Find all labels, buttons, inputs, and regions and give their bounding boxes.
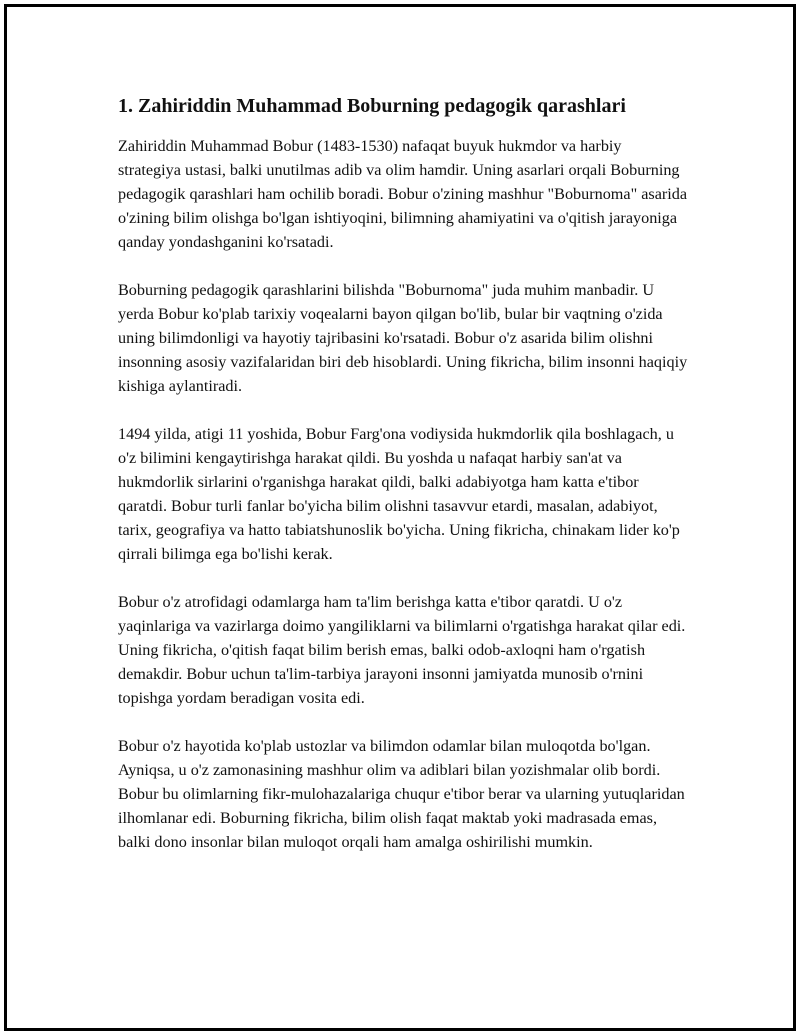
paragraph-5: Bobur o'z hayotida ko'plab ustozlar va bilimdon odamlar bilan muloqotda bo'lgan. Ayniqsa, u o'z zamonasining mashhur olim va adiblari bilan yozishmalar olib bordi. Bobur bu olimlarning fikr-mulohazalariga chuqur e'tibor berar va ularning yutuqlaridan ilhomlanar edi. Boburning fikricha, bilim olish faqat maktab yoki madrasada emas, balki dono insonlar bilan muloqot orqali ham amalga oshirilishi mumkin. [118, 737, 685, 851]
document-title: 1. Zahiriddin Muhammad Boburning pedagogik qarashlari [118, 95, 626, 117]
paragraph-3: 1494 yilda, atigi 11 yoshida, Bobur Farg'ona vodiysida hukmdorlik qila boshlagach, u o'z bilimini kengaytirishga harakat qildi. Bu yoshda u nafaqat harbiy san'at va hukmdorlik sirlarini o'rganishga harakat qildi, balki adabiyotga ham katta e'tibor qaratdi. Bobur turli fanlar bo'yicha bilim olishni tasavvur etardi, masalan, adabiyot, tarix, geografiya va hatto tabiatshunoslik bo'yicha. Uning fikricha, chinakam lider ko'p qirrali bilimga ega bo'lishi kerak. [118, 425, 680, 563]
document-body [118, 92, 688, 878]
paragraph-2: Boburning pedagogik qarashlarini bilishda "Boburnoma" juda muhim manbadir. U yerda Bobur ko'plab tarixiy voqealarni bayon qilgan bo'lib, bular bir vaqtning o'zida uning bilimdonligi va hayotiy tajribasini ko'rsatadi. Bobur o'z asarida bilim olishni insonning asosiy vazifalaridan biri deb hisoblardi. Uning fikricha, bilim insonni haqiqiy kishiga aylantiradi. [118, 281, 688, 395]
paragraph-4: Bobur o'z atrofidagi odamlarga ham ta'lim berishga katta e'tibor qaratdi. U o'z yaqinlariga va vazirlarga doimo yangiliklarni va bilimlarni o'rgatishga harakat qilar edi. Uning fikricha, o'qitish faqat bilim berish emas, balki odob-axloqni ham o'rgatish demakdir. Bobur uchun ta'lim-tarbiya jarayoni insonni jamiyatda munosib o'rnini topishga yordam beradigan vosita edi. [118, 593, 686, 707]
paragraph-1: Zahiriddin Muhammad Bobur (1483-1530) nafaqat buyuk hukmdor va harbiy strategiya ustasi, balki unutilmas adib va olim hamdir. Uning asarlari orqali Boburning pedagogik qarashlari ham ochilib boradi. Bobur o'zining mashhur "Boburnoma" asarida o'zining bilim olishga bo'lgan ishtiyoqini, bilimning ahamiyatini va o'qitish jarayoniga qanday yondashganini ko'rsatadi. [118, 137, 688, 251]
